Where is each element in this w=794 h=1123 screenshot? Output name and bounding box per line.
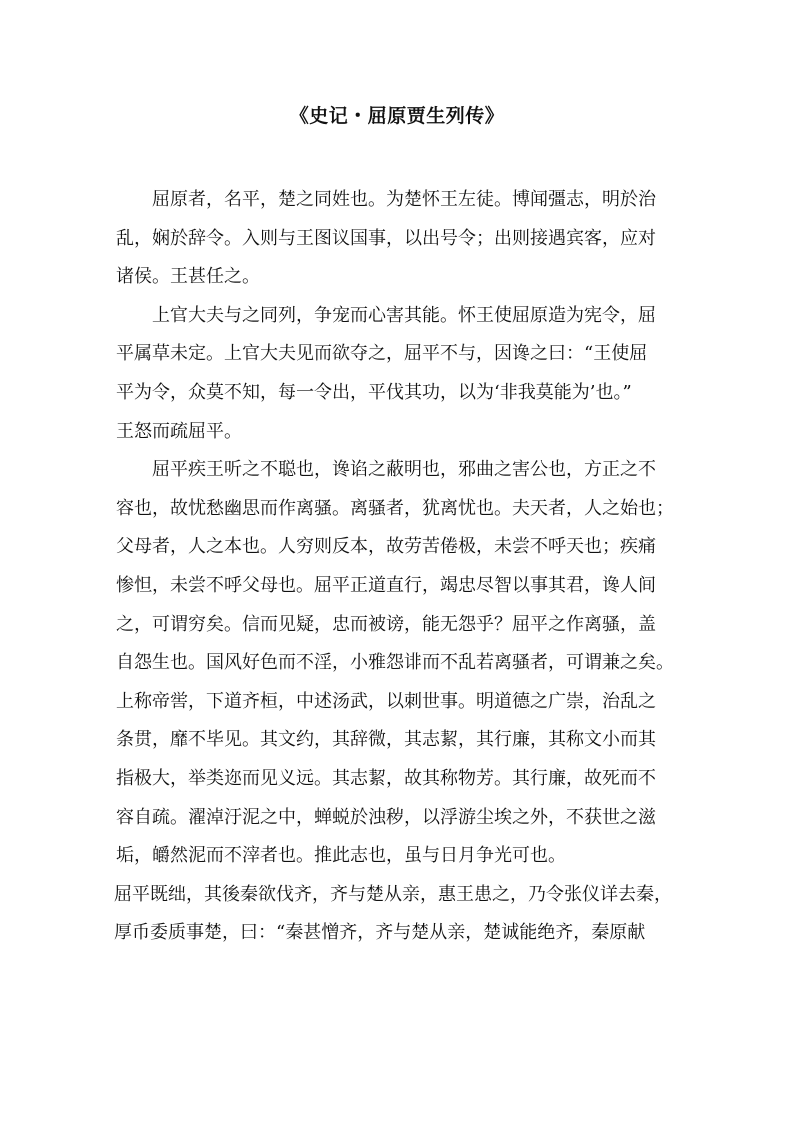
paragraph-line: 条贯，靡不毕见。其文约，其辞微，其志絜，其行廉，其称文小而其 <box>116 729 656 751</box>
paragraph-line: 自怨生也。国风好色而不淫，小雅怨诽而不乱若离骚者，可谓兼之矣。 <box>116 652 674 674</box>
paragraph-line: 父母者，人之本也。人穷则反本，故劳苦倦极，未尝不呼天也；疾痛 <box>116 536 656 558</box>
paragraph-line: 乱，娴於辞令。入则与王图议国事，以出号令；出则接遇宾客，应对 <box>116 227 656 249</box>
paragraph-2 <box>116 297 686 451</box>
paragraph-line: 屈平疾王听之不聪也，谗谄之蔽明也，邪曲之害公也，方正之不 <box>152 459 656 481</box>
paragraph-line: 屈平既绌，其後秦欲伐齐，齐与楚从亲，惠王患之，乃令张仪详去秦， <box>114 883 672 905</box>
paragraph-line: 上官大夫与之同列，争宠而心害其能。怀王使屈原造为宪令，屈 <box>152 304 656 326</box>
paragraph-line: 上称帝喾，下道齐桓，中述汤武，以刺世事。明道德之广崇，治乱之 <box>116 690 656 712</box>
paragraph-4 <box>116 876 686 953</box>
paragraph-line: 容自疏。濯淖汙泥之中，蝉蜕於浊秽，以浮游尘埃之外，不获世之滋 <box>116 806 656 828</box>
paragraph-line: 诸侯。王甚任之。 <box>116 266 260 288</box>
paragraph-line: 平为令，众莫不知，每一令出，平伐其功，以为‘非我莫能为’也。” <box>116 381 632 403</box>
document-title: 《史记・屈原贾生列传》 <box>289 105 505 127</box>
paragraph-3 <box>116 451 686 876</box>
paragraph-line: 之，可谓穷矣。信而见疑，忠而被谤，能无怨乎？屈平之作离骚，盖 <box>116 613 656 635</box>
paragraph-line: 屈原者，名平，楚之同姓也。为楚怀王左徒。博闻彊志，明於治 <box>152 189 656 210</box>
paragraph-1 <box>116 181 686 297</box>
paragraph-line: 厚币委质事楚，曰：“秦甚憎齐，齐与楚从亲，楚诚能绝齐，秦原献 <box>114 922 646 944</box>
paragraph-line: 王怒而疏屈平。 <box>116 420 242 442</box>
paragraph-line: 垢，皭然泥而不滓者也。推此志也，虽与日月争光可也。 <box>116 845 566 867</box>
paragraph-line: 指极大，举类迩而见义远。其志絜，故其称物芳。其行廉，故死而不 <box>116 767 656 789</box>
paragraph-line: 平属草未定。上官大夫见而欲夺之，屈平不与，因谗之曰：“王使屈 <box>116 343 648 365</box>
paragraph-line: 容也，故忧愁幽思而作离骚。离骚者，犹离忧也。夫天者，人之始也； <box>116 497 674 519</box>
paragraph-line: 惨怛，未尝不呼父母也。屈平正道直行，竭忠尽智以事其君，谗人间 <box>116 574 656 596</box>
document-body <box>116 181 686 953</box>
